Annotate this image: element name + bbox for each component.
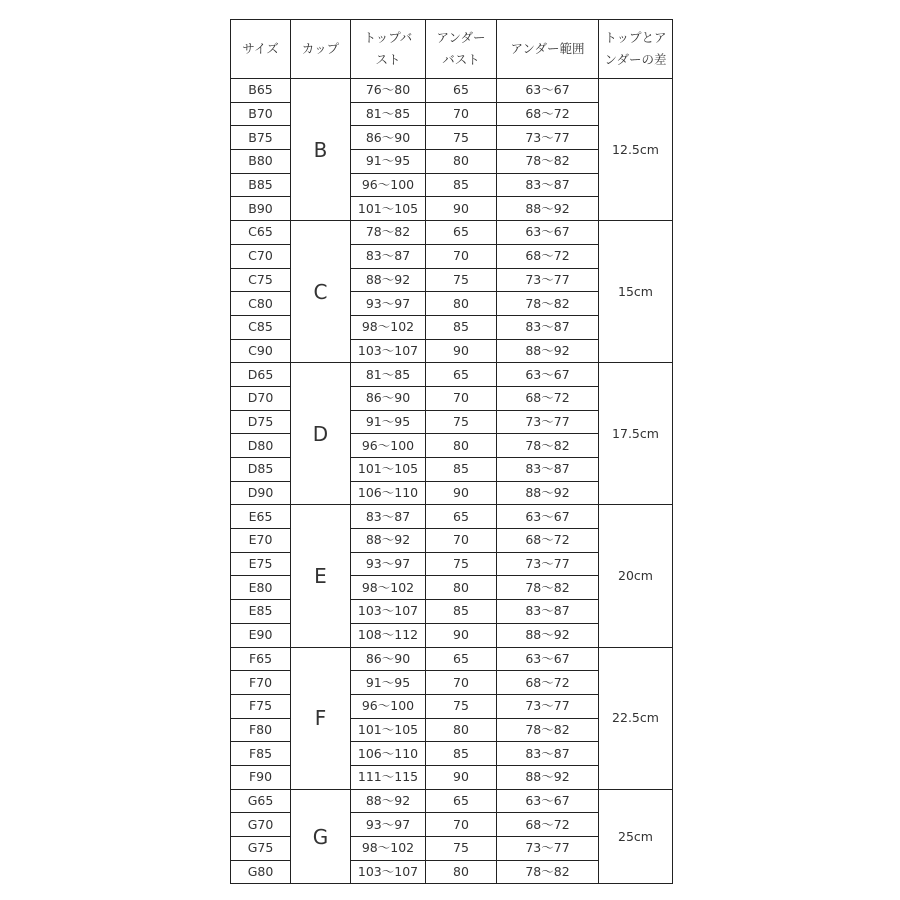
under-bust-cell: 90 xyxy=(426,481,497,505)
under-bust-cell: 75 xyxy=(426,268,497,292)
header-row xyxy=(231,20,673,79)
header-under-bust-line-1: アンダー xyxy=(436,30,486,45)
top-bust-cell: 103～107 xyxy=(351,860,426,884)
top-bust-cell: 88～92 xyxy=(351,789,426,813)
under-range-cell: 68～72 xyxy=(497,671,599,695)
size-cell: C70 xyxy=(231,244,291,268)
size-cell: B70 xyxy=(231,102,291,126)
table-row xyxy=(231,789,673,813)
top-bust-cell: 81～85 xyxy=(351,363,426,387)
header-under-range xyxy=(497,20,599,79)
under-range-cell: 63～67 xyxy=(497,221,599,245)
size-cell: G70 xyxy=(231,813,291,837)
header-size-line: サイズ xyxy=(242,41,279,56)
header-difference-line-2: ンダーの差 xyxy=(604,52,667,67)
under-bust-cell: 80 xyxy=(426,434,497,458)
top-bust-cell: 83～87 xyxy=(351,505,426,529)
top-bust-cell: 81～85 xyxy=(351,102,426,126)
table-row xyxy=(231,221,673,245)
size-cell: F85 xyxy=(231,742,291,766)
header-top-bust-line-2: スト xyxy=(375,52,401,67)
under-bust-cell: 65 xyxy=(426,789,497,813)
cup-cell: D xyxy=(291,363,351,505)
top-bust-cell: 108～112 xyxy=(351,623,426,647)
size-cell: B80 xyxy=(231,150,291,174)
under-range-cell: 78～82 xyxy=(497,576,599,600)
under-bust-cell: 70 xyxy=(426,386,497,410)
cup-cell: B xyxy=(291,79,351,221)
difference-cell: 17.5cm xyxy=(599,363,673,505)
table-row xyxy=(231,505,673,529)
under-bust-cell: 90 xyxy=(426,765,497,789)
under-range-cell: 73～77 xyxy=(497,126,599,150)
top-bust-cell: 86～90 xyxy=(351,386,426,410)
under-range-cell: 73～77 xyxy=(497,410,599,434)
top-bust-cell: 88～92 xyxy=(351,268,426,292)
under-range-cell: 78～82 xyxy=(497,860,599,884)
top-bust-cell: 93～97 xyxy=(351,292,426,316)
under-bust-cell: 80 xyxy=(426,150,497,174)
under-bust-cell: 65 xyxy=(426,221,497,245)
under-bust-cell: 85 xyxy=(426,173,497,197)
size-cell: D90 xyxy=(231,481,291,505)
under-range-cell: 88～92 xyxy=(497,765,599,789)
under-bust-cell: 75 xyxy=(426,410,497,434)
under-range-cell: 68～72 xyxy=(497,102,599,126)
under-bust-cell: 85 xyxy=(426,600,497,624)
under-range-cell: 83～87 xyxy=(497,742,599,766)
under-bust-cell: 65 xyxy=(426,363,497,387)
size-cell: B85 xyxy=(231,173,291,197)
under-bust-cell: 80 xyxy=(426,718,497,742)
header-under-bust xyxy=(426,20,497,79)
size-cell: E90 xyxy=(231,623,291,647)
under-bust-cell: 85 xyxy=(426,458,497,482)
size-cell: B90 xyxy=(231,197,291,221)
under-range-cell: 68～72 xyxy=(497,813,599,837)
top-bust-cell: 93～97 xyxy=(351,813,426,837)
under-range-cell: 88～92 xyxy=(497,481,599,505)
under-range-cell: 83～87 xyxy=(497,315,599,339)
size-cell: E65 xyxy=(231,505,291,529)
size-cell: D70 xyxy=(231,386,291,410)
size-cell: C90 xyxy=(231,339,291,363)
size-cell: C85 xyxy=(231,315,291,339)
top-bust-cell: 86～90 xyxy=(351,647,426,671)
size-chart-table xyxy=(230,19,673,884)
under-range-cell: 63～67 xyxy=(497,363,599,387)
top-bust-cell: 101～105 xyxy=(351,197,426,221)
under-bust-cell: 75 xyxy=(426,694,497,718)
under-range-cell: 63～67 xyxy=(497,647,599,671)
difference-cell: 22.5cm xyxy=(599,647,673,789)
under-range-cell: 88～92 xyxy=(497,197,599,221)
top-bust-cell: 78～82 xyxy=(351,221,426,245)
size-cell: B65 xyxy=(231,79,291,103)
size-cell: C80 xyxy=(231,292,291,316)
top-bust-cell: 86～90 xyxy=(351,126,426,150)
size-chart-body xyxy=(231,79,673,884)
top-bust-cell: 98～102 xyxy=(351,576,426,600)
top-bust-cell: 103～107 xyxy=(351,339,426,363)
table-row xyxy=(231,647,673,671)
under-range-cell: 68～72 xyxy=(497,529,599,553)
size-cell: G80 xyxy=(231,860,291,884)
cup-cell: C xyxy=(291,221,351,363)
size-cell: F75 xyxy=(231,694,291,718)
under-bust-cell: 70 xyxy=(426,102,497,126)
under-bust-cell: 75 xyxy=(426,552,497,576)
header-size xyxy=(231,20,291,79)
under-bust-cell: 90 xyxy=(426,197,497,221)
top-bust-cell: 106～110 xyxy=(351,742,426,766)
top-bust-cell: 88～92 xyxy=(351,529,426,553)
difference-cell: 25cm xyxy=(599,789,673,884)
size-cell: D75 xyxy=(231,410,291,434)
top-bust-cell: 76～80 xyxy=(351,79,426,103)
under-range-cell: 78～82 xyxy=(497,292,599,316)
under-range-cell: 78～82 xyxy=(497,150,599,174)
header-cup xyxy=(291,20,351,79)
difference-cell: 12.5cm xyxy=(599,79,673,221)
under-range-cell: 68～72 xyxy=(497,244,599,268)
size-cell: F80 xyxy=(231,718,291,742)
under-bust-cell: 70 xyxy=(426,813,497,837)
header-top-bust xyxy=(351,20,426,79)
size-cell: C65 xyxy=(231,221,291,245)
top-bust-cell: 106～110 xyxy=(351,481,426,505)
under-range-cell: 88～92 xyxy=(497,623,599,647)
size-cell: F90 xyxy=(231,765,291,789)
under-range-cell: 88～92 xyxy=(497,339,599,363)
size-cell: F65 xyxy=(231,647,291,671)
under-bust-cell: 75 xyxy=(426,837,497,861)
top-bust-cell: 101～105 xyxy=(351,458,426,482)
header-cup-line: カップ xyxy=(301,41,340,56)
top-bust-cell: 98～102 xyxy=(351,315,426,339)
under-bust-cell: 70 xyxy=(426,671,497,695)
under-range-cell: 78～82 xyxy=(497,718,599,742)
size-cell: E85 xyxy=(231,600,291,624)
header-difference-line-1: トップとア xyxy=(604,30,667,45)
under-bust-cell: 65 xyxy=(426,647,497,671)
size-cell: D65 xyxy=(231,363,291,387)
under-range-cell: 68～72 xyxy=(497,386,599,410)
under-range-cell: 73～77 xyxy=(497,268,599,292)
under-range-cell: 73～77 xyxy=(497,837,599,861)
under-bust-cell: 80 xyxy=(426,860,497,884)
under-bust-cell: 80 xyxy=(426,292,497,316)
under-range-cell: 83～87 xyxy=(497,600,599,624)
size-cell: G65 xyxy=(231,789,291,813)
table-row xyxy=(231,79,673,103)
top-bust-cell: 83～87 xyxy=(351,244,426,268)
under-range-cell: 63～67 xyxy=(497,505,599,529)
size-cell: E80 xyxy=(231,576,291,600)
under-bust-cell: 70 xyxy=(426,529,497,553)
size-cell: D80 xyxy=(231,434,291,458)
size-cell: F70 xyxy=(231,671,291,695)
cup-cell: E xyxy=(291,505,351,647)
top-bust-cell: 96～100 xyxy=(351,694,426,718)
size-cell: D85 xyxy=(231,458,291,482)
cup-cell: G xyxy=(291,789,351,884)
top-bust-cell: 98～102 xyxy=(351,837,426,861)
top-bust-cell: 96～100 xyxy=(351,173,426,197)
top-bust-cell: 103～107 xyxy=(351,600,426,624)
top-bust-cell: 91～95 xyxy=(351,150,426,174)
under-bust-cell: 90 xyxy=(426,339,497,363)
under-bust-cell: 85 xyxy=(426,315,497,339)
under-bust-cell: 80 xyxy=(426,576,497,600)
top-bust-cell: 96～100 xyxy=(351,434,426,458)
header-under-range-line: アンダー範囲 xyxy=(510,41,585,56)
under-range-cell: 73～77 xyxy=(497,694,599,718)
under-range-cell: 63～67 xyxy=(497,79,599,103)
under-range-cell: 83～87 xyxy=(497,173,599,197)
header-top-bust-line-1: トップバ xyxy=(363,30,413,45)
size-cell: G75 xyxy=(231,837,291,861)
top-bust-cell: 101～105 xyxy=(351,718,426,742)
under-bust-cell: 70 xyxy=(426,244,497,268)
table-row xyxy=(231,363,673,387)
size-cell: E70 xyxy=(231,529,291,553)
under-bust-cell: 90 xyxy=(426,623,497,647)
size-cell: B75 xyxy=(231,126,291,150)
under-bust-cell: 75 xyxy=(426,126,497,150)
under-range-cell: 78～82 xyxy=(497,434,599,458)
top-bust-cell: 91～95 xyxy=(351,410,426,434)
difference-cell: 20cm xyxy=(599,505,673,647)
under-bust-cell: 65 xyxy=(426,505,497,529)
under-range-cell: 73～77 xyxy=(497,552,599,576)
size-cell: E75 xyxy=(231,552,291,576)
under-range-cell: 63～67 xyxy=(497,789,599,813)
under-bust-cell: 65 xyxy=(426,79,497,103)
header-difference xyxy=(599,20,673,79)
under-bust-cell: 85 xyxy=(426,742,497,766)
top-bust-cell: 93～97 xyxy=(351,552,426,576)
top-bust-cell: 111～115 xyxy=(351,765,426,789)
size-cell: C75 xyxy=(231,268,291,292)
under-range-cell: 83～87 xyxy=(497,458,599,482)
cup-cell: F xyxy=(291,647,351,789)
difference-cell: 15cm xyxy=(599,221,673,363)
header-under-bust-line-2: バスト xyxy=(442,52,480,67)
top-bust-cell: 91～95 xyxy=(351,671,426,695)
